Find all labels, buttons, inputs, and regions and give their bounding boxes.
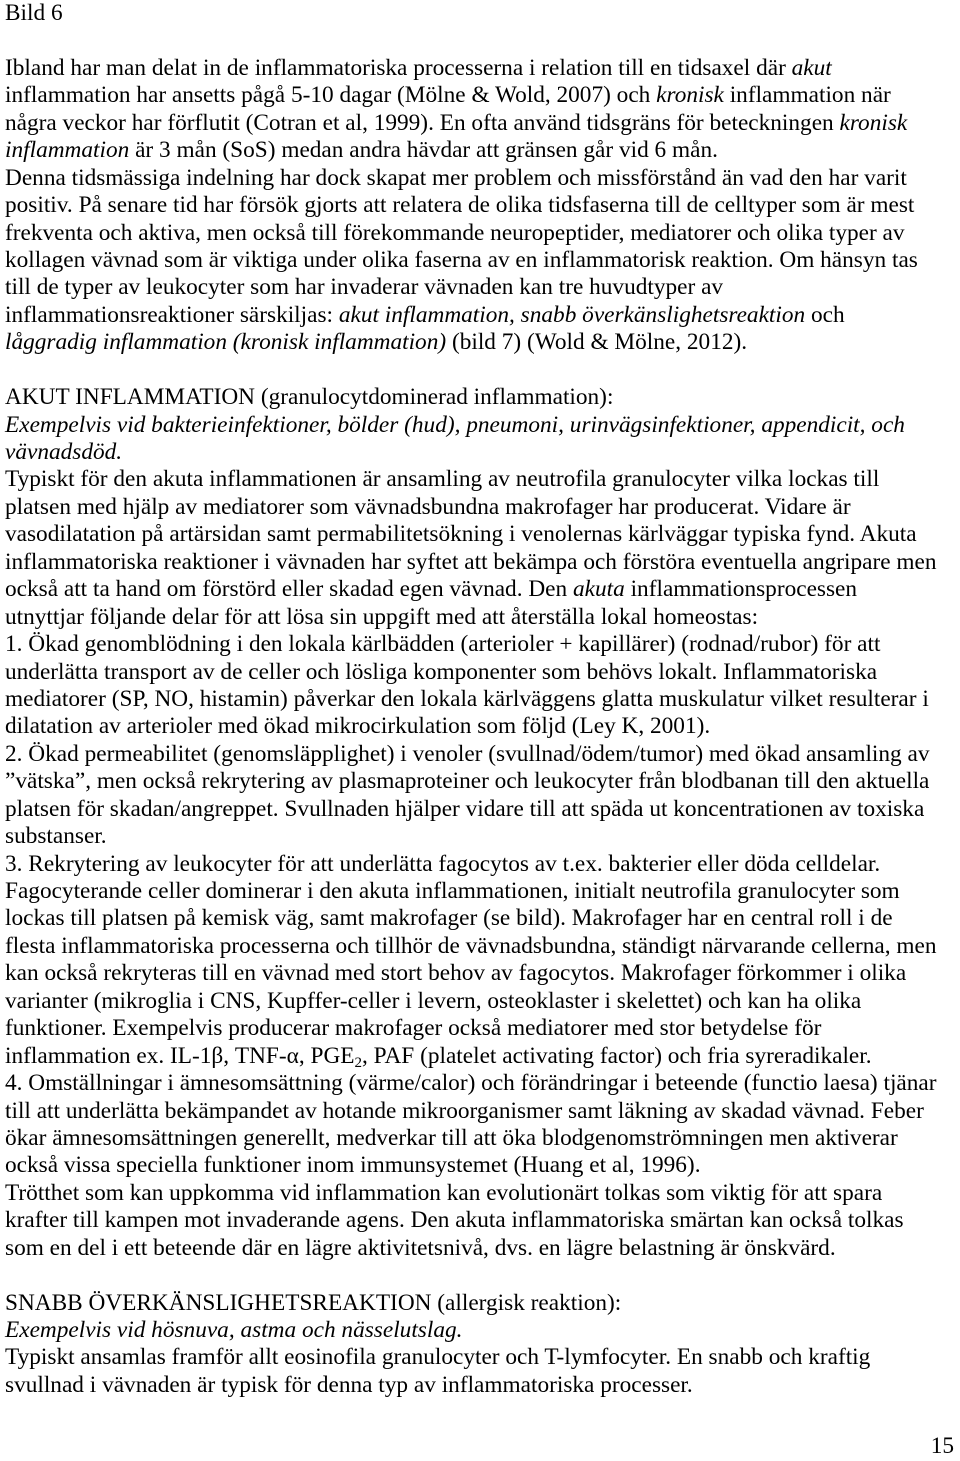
text-line	[5, 549, 955, 576]
acute-inflammation-section	[5, 384, 955, 1262]
text-run: positiv. På senare tid har försök gjorts att relatera de olika tidsfaserna till de celltyper som är mest	[5, 192, 915, 219]
text-run: några veckor har förflutit (Cotran et al, 1999). En ofta använd tidsgräns för beteckningen	[5, 109, 840, 136]
text-line	[5, 741, 955, 768]
text-run: lockas till platsen på kemisk väg, samt makrofager (se bild). Makrofager har en central roll i de	[5, 905, 893, 932]
text-run: som en del i ett beteende där en lägre aktivitetsnivå, dvs. en lägre belastning är önskvärd.	[5, 1234, 836, 1261]
text-line	[5, 82, 955, 109]
intro-section	[5, 55, 955, 357]
text-run: flesta inflammatoriska processerna och tillhör de vävnadsbundna, ständigt närvarande cellerna, men	[5, 932, 937, 959]
text-line	[5, 713, 955, 740]
text-line	[5, 576, 955, 603]
text-run: också att ta hand om förstörd eller skadad egen vävnad. Den	[5, 576, 573, 603]
text-line	[5, 659, 955, 686]
italic-text: Exempelvis vid hösnuva, astma och nässelutslag.	[5, 1317, 463, 1343]
italic-text: kronisk	[839, 109, 908, 136]
italic-text: kronisk	[656, 82, 724, 109]
text-run: och	[805, 301, 845, 328]
text-line	[5, 247, 955, 274]
text-run: inflammationsreaktioner särskiljas:	[5, 301, 339, 328]
text-run: till de typer av leukocyter som har invaderar vävnaden kan tre huvudtyper av	[5, 274, 724, 301]
section-heading: SNABB ÖVERKÄNSLIGHETSREAKTION (allergisk reaktion):	[5, 1289, 622, 1316]
text-run: krafter till kampen mot invaderande agens. Den akuta inflammatoriska smärtan kan också tolkas	[5, 1207, 904, 1234]
text-run: Fagocyterande celler dominerar i den akuta inflammationen, initialt neutrofila granulocyter som	[5, 878, 900, 904]
text-line	[5, 604, 955, 631]
text-line	[5, 960, 955, 987]
text-line	[5, 274, 955, 301]
text-line	[5, 1317, 955, 1344]
text-run: varianter (mikroglia i CNS, Kupffer-celler i levern, osteoklaster i skelettet) och kan ha olika	[5, 987, 862, 1014]
text-line	[5, 631, 955, 658]
text-run: vasodilatation på artärsidan samt permabilitetsökning i venolernas kärlväggar typiska fynd. Akuta	[5, 521, 917, 548]
text-line	[5, 137, 955, 164]
text-run: substanser.	[5, 823, 107, 850]
text-line	[5, 686, 955, 713]
text-line	[5, 192, 955, 219]
text-run: platsen för skadan/angreppet. Svullnaden hjälper vidare till att späda ut koncentrationen av toxiska	[5, 795, 925, 822]
text-line	[5, 878, 955, 905]
text-run: Ibland har man delat in de inflammatoriska processerna i relation till en tidsaxel där	[5, 54, 792, 81]
text-line	[5, 988, 955, 1015]
text-line	[5, 220, 955, 247]
text-run: mediatorer (SP, NO, histamin) påverkar den lokala kärlväggens glatta muskulatur vilket resulterar i	[5, 685, 929, 712]
text-run: utnyttjar följande delar för att lösa sin uppgift med att återställa lokal homeostas:	[5, 603, 759, 630]
italic-text: Exempelvis vid bakterieinfektioner, bölder (hud), pneumoni, urinvägsinfektioner, appendicit, och	[5, 411, 905, 438]
text-line	[5, 1207, 955, 1234]
text-run: är 3 mån (SoS) medan andra hävdar att gränsen går vid 6 mån.	[129, 137, 718, 164]
section-heading: AKUT INFLAMMATION (granulocytdominerad inflammation):	[5, 384, 614, 411]
text-run: Typiskt för den akuta inflammationen är ansamling av neutrofila granulocyter vilka lockas till	[5, 466, 880, 493]
text-run: Denna tidsmässiga indelning har dock skapat mer problem och missförstånd än vad den har varit	[5, 164, 907, 191]
text-line	[5, 1235, 955, 1262]
text-line	[5, 439, 955, 466]
hypersensitivity-section	[5, 1290, 955, 1400]
italic-text: akut	[791, 54, 832, 81]
text-line	[5, 1152, 955, 1179]
text-line	[5, 1344, 955, 1371]
text-run: funktioner. Exempelvis producerar makrofager också mediatorer med stor betydelse för	[5, 1015, 822, 1042]
text-run: (bild 7) (Wold & Mölne, 2012).	[446, 329, 748, 356]
text-run: Typiskt ansamlas framför allt eosinofila granulocyter och T-lymfocyter. En snabb och kraftig	[5, 1344, 871, 1371]
text-run: inflammatoriska reaktioner i vävnaden har syftet att bekämpa och förstöra eventuella angripare men	[5, 548, 937, 575]
text-run: underlätta transport av de celler och lösliga komponenter som behövs lokalt. Inflammatoriska	[5, 658, 878, 685]
section-body	[5, 1317, 955, 1399]
page-number: 15	[930, 1433, 954, 1459]
text-line	[5, 1098, 955, 1125]
text-line	[5, 302, 955, 329]
italic-text: låggradig inflammation (kronisk inflammation)	[5, 329, 447, 356]
text-line	[5, 933, 955, 960]
section-body	[5, 412, 955, 1263]
text-line	[5, 494, 955, 521]
figure-reference-label: Bild 6	[5, 0, 63, 26]
text-run: kan också rekryteras till en vävnad med stort behov av fagocytos. Makrofager förkommer i olika	[5, 960, 907, 987]
text-run: , PAF (platelet activating factor) och fria syreradikaler.	[362, 1042, 872, 1069]
text-run: ”vätska”, men också rekrytering av plasmaproteiner och leukocyter från blodbanan till den aktuella	[5, 768, 930, 795]
text-line	[5, 796, 955, 823]
text-line	[5, 823, 955, 850]
text-run: inflammation när	[723, 82, 891, 109]
text-line	[5, 1043, 955, 1070]
subscript-text: 2	[354, 1054, 363, 1071]
text-run: inflammation har ansetts pågå 5-10 dagar (Mölne & Wold, 2007) och	[5, 82, 657, 109]
document-page	[5, 0, 955, 1399]
text-line	[5, 329, 955, 356]
text-line	[5, 165, 955, 192]
text-run: platsen med hjälp av mediatorer som vävnadsbundna makrofager har producerat. Vidare är	[5, 493, 851, 520]
text-run: också vissa speciella funktioner inom immunsystemet (Huang et al, 1996).	[5, 1152, 701, 1179]
italic-text: vävnadsdöd.	[5, 439, 123, 465]
text-run: svullnad i vävnaden är typisk för denna typ av inflammatoriska processer.	[5, 1371, 693, 1398]
text-line	[5, 1125, 955, 1152]
text-line	[5, 1180, 955, 1207]
text-run: ökar ämnesomsättningen generellt, medverkar till att öka blodgenomströmningen men aktiverar	[5, 1124, 898, 1151]
text-run: inflammation ex. IL-1β, TNF-α, PGE	[5, 1042, 355, 1069]
text-line	[5, 905, 955, 932]
text-line	[5, 110, 955, 137]
text-run: kollagen vävnad som är viktiga under olika faserna av en inflammatorisk reaktion. Om hänsyn tas	[5, 246, 918, 273]
text-line	[5, 768, 955, 795]
text-run: 1. Ökad genomblödning i den lokala kärlbädden (arterioler + kapillärer) (rodnad/rubor) för att	[5, 631, 881, 658]
text-line	[5, 521, 955, 548]
text-line	[5, 466, 955, 493]
text-run: 2. Ökad permeabilitet (genomsläpplighet) i venoler (svullnad/ödem/tumor) med ökad ansamling av	[5, 740, 930, 767]
italic-text: akuta	[573, 576, 625, 603]
italic-text: akut inflammation, snabb överkänslighetsreaktion	[338, 301, 806, 328]
text-line	[5, 851, 955, 878]
text-line	[5, 1070, 955, 1097]
text-line	[5, 412, 955, 439]
text-run: 4. Omställningar i ämnesomsättning (värme/calor) och förändringar i beteende (functio laesa) tjänar	[5, 1070, 937, 1097]
text-line	[5, 1015, 955, 1042]
text-run: 3. Rekrytering av leukocyter för att underlätta fagocytos av t.ex. bakterier eller döda celldelar.	[5, 850, 881, 877]
text-run: till att underlätta bekämpandet av hotande mikroorganismer samt läkning av skadad vävnad. Feber	[5, 1097, 924, 1124]
text-line	[5, 1372, 955, 1399]
text-run: frekventa och aktiva, men också till förekommande neuropeptider, mediatorer och olika typer av	[5, 219, 905, 246]
text-run: inflammationsprocessen	[624, 576, 858, 603]
text-run: dilatation av arterioler med ökad mikrocirkulation som följd (Ley K, 2001).	[5, 713, 711, 740]
text-run: Trötthet som kan uppkomma vid inflammation kan evolutionärt tolkas som viktig för att spara	[5, 1179, 883, 1206]
text-line	[5, 55, 955, 82]
italic-text: inflammation	[5, 137, 130, 164]
